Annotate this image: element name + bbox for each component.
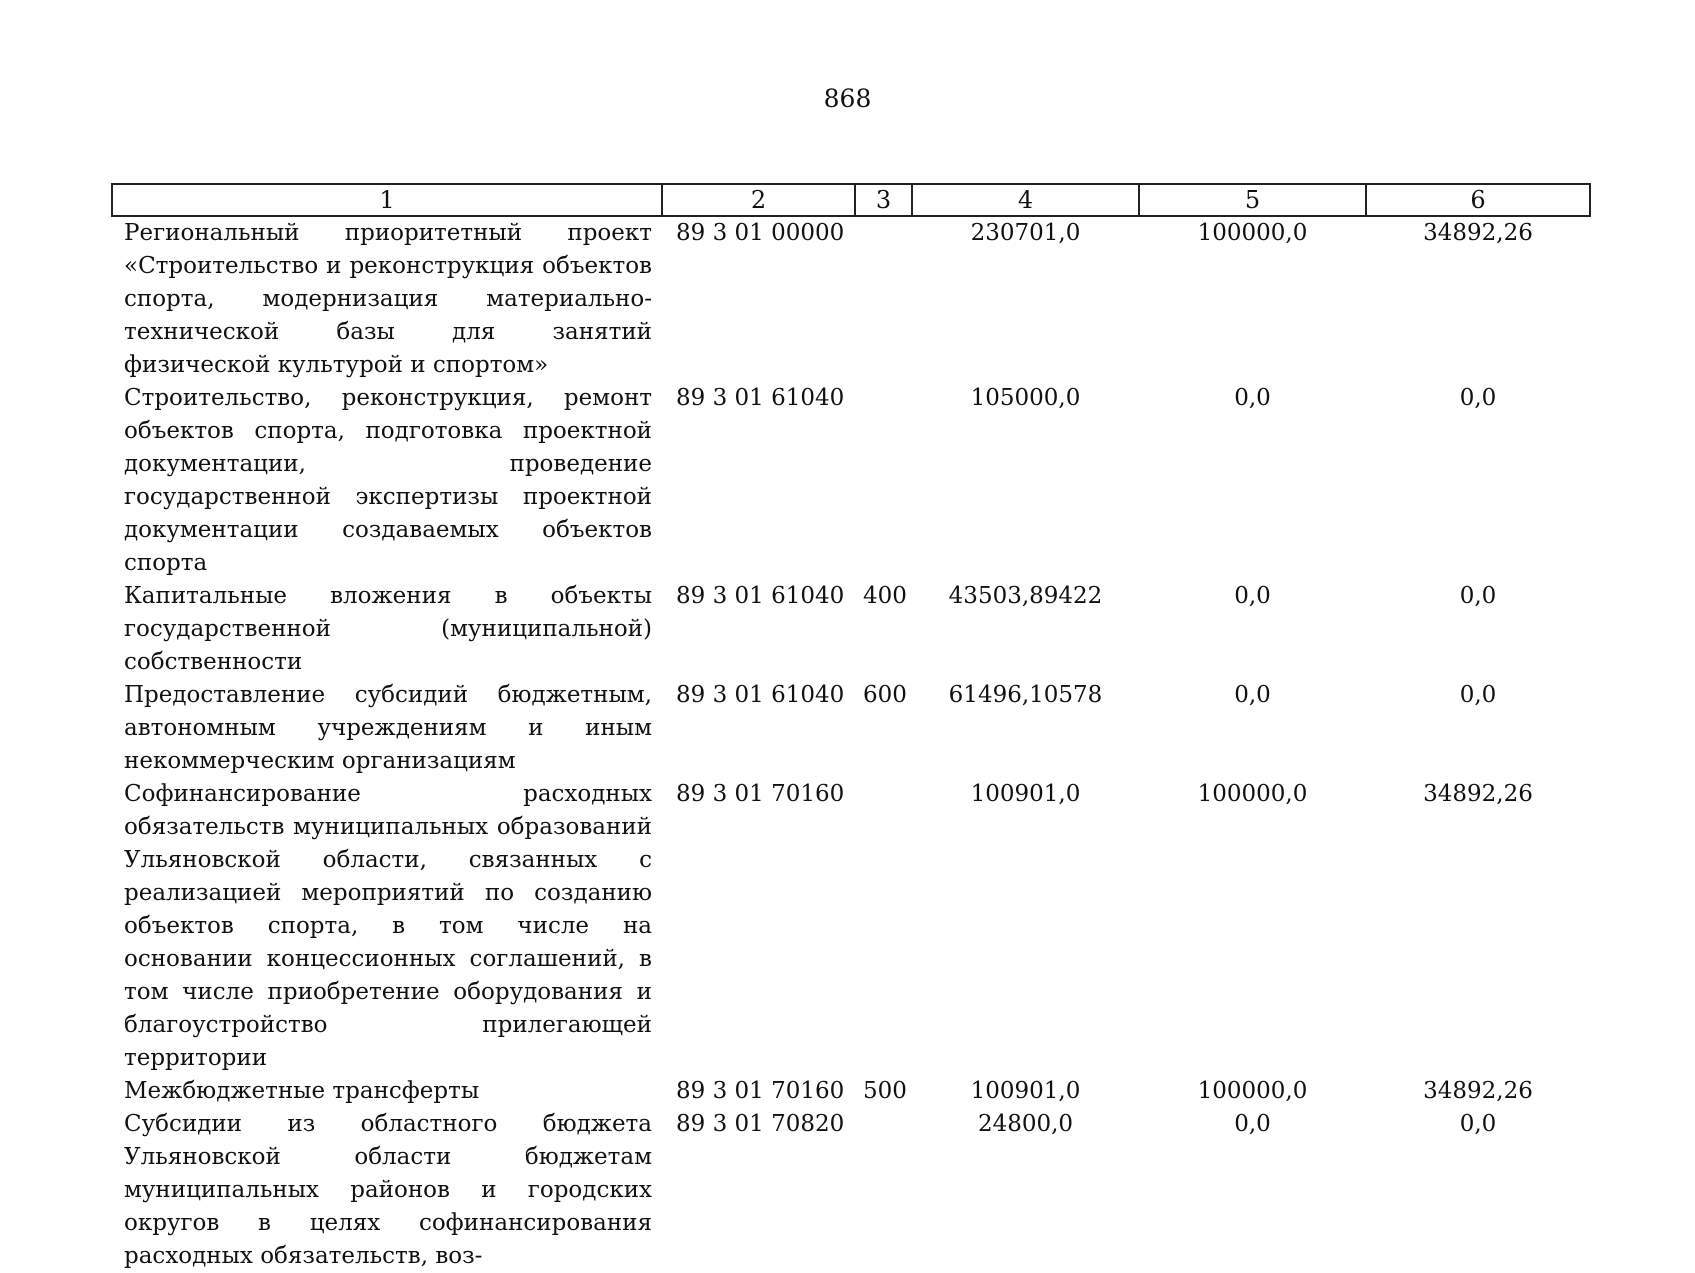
table-row — [112, 382, 1590, 580]
column-header: 2 — [662, 184, 855, 216]
column-header: 3 — [855, 184, 912, 216]
row-name: Строительство, реконструкция, ремонт объектов спорта, подготовка проектной документации, проведение государственной экспертизы проектной документации создаваемых объектов спорта — [124, 385, 652, 576]
page-number: 868 — [823, 84, 872, 113]
row-value-5: 0,0 — [1234, 1111, 1271, 1137]
row-value-6: 0,0 — [1459, 682, 1497, 708]
row-value-6: 0,0 — [1459, 1111, 1497, 1137]
row-value-4: 230701,0 — [970, 220, 1081, 246]
row-value-6: 34892,26 — [1423, 1078, 1533, 1104]
row-value-4: 105000,0 — [970, 385, 1081, 411]
row-value-5: 100000,0 — [1197, 1078, 1308, 1104]
row-expense-type — [855, 216, 912, 382]
row-expense-type — [855, 1108, 912, 1273]
row-name: Капитальные вложения в объекты государственной (муниципальной) собственности — [124, 583, 652, 675]
row-value-5: 100000,0 — [1197, 220, 1308, 246]
row-value-4: 24800,0 — [977, 1111, 1074, 1137]
row-value-5: 0,0 — [1234, 385, 1271, 411]
row-expense-type — [855, 778, 912, 1075]
row-code: 89 3 01 00000 — [676, 220, 845, 246]
row-value-5: 0,0 — [1234, 682, 1271, 708]
row-name: Региональный приоритетный проект «Строительство и реконструкция объектов спорта, модернизация материально-технической базы для занятий физической культурой и спортом» — [124, 220, 652, 378]
row-value-6: 34892,26 — [1423, 781, 1533, 807]
row-value-4: 43503,89422 — [948, 583, 1103, 609]
row-code: 89 3 01 61040 — [676, 583, 845, 609]
row-expense-type: 500 — [863, 1078, 907, 1104]
row-code: 89 3 01 70820 — [676, 1111, 845, 1137]
column-header: 6 — [1366, 184, 1590, 216]
row-name: Межбюджетные трансферты — [124, 1078, 480, 1104]
row-code: 89 3 01 70160 — [676, 781, 845, 807]
budget-table — [111, 183, 1591, 1273]
column-header: 1 — [112, 184, 662, 216]
row-name: Софинансирование расходных обязательств муниципальных образований Ульяновской области, связанных с реализацией мероприятий по созданию объектов спорта, в том числе на основании концессионных соглашений, в том числе приобретение оборудования и благоустройство прилегающей территории — [124, 781, 652, 1071]
table-row — [112, 580, 1590, 679]
row-name: Предоставление субсидий бюджетным, автономным учреждениям и иным некоммерческим организациям — [124, 682, 652, 774]
column-header: 4 — [912, 184, 1139, 216]
row-code: 89 3 01 70160 — [676, 1078, 845, 1104]
row-value-4: 100901,0 — [970, 1078, 1081, 1104]
row-name: Субсидии из областного бюджета Ульяновской области бюджетам муниципальных районов и городских округов в целях софинансирования расходных обязательств, воз- — [124, 1111, 652, 1269]
table-row — [112, 216, 1590, 382]
table-row — [112, 1108, 1590, 1273]
table-row — [112, 679, 1590, 778]
row-expense-type: 600 — [863, 682, 907, 708]
row-value-5: 100000,0 — [1197, 781, 1308, 807]
column-header: 5 — [1139, 184, 1366, 216]
row-expense-type: 400 — [863, 583, 907, 609]
row-value-4: 61496,10578 — [948, 682, 1103, 708]
row-value-5: 0,0 — [1234, 583, 1271, 609]
table-row — [112, 1075, 1590, 1108]
table-row — [112, 778, 1590, 1075]
header-row — [112, 184, 1590, 216]
row-value-6: 0,0 — [1459, 385, 1497, 411]
row-value-6: 0,0 — [1459, 583, 1497, 609]
row-code: 89 3 01 61040 — [676, 385, 845, 411]
row-expense-type — [855, 382, 912, 580]
row-value-4: 100901,0 — [970, 781, 1081, 807]
row-code: 89 3 01 61040 — [676, 682, 845, 708]
row-value-6: 34892,26 — [1423, 220, 1533, 246]
